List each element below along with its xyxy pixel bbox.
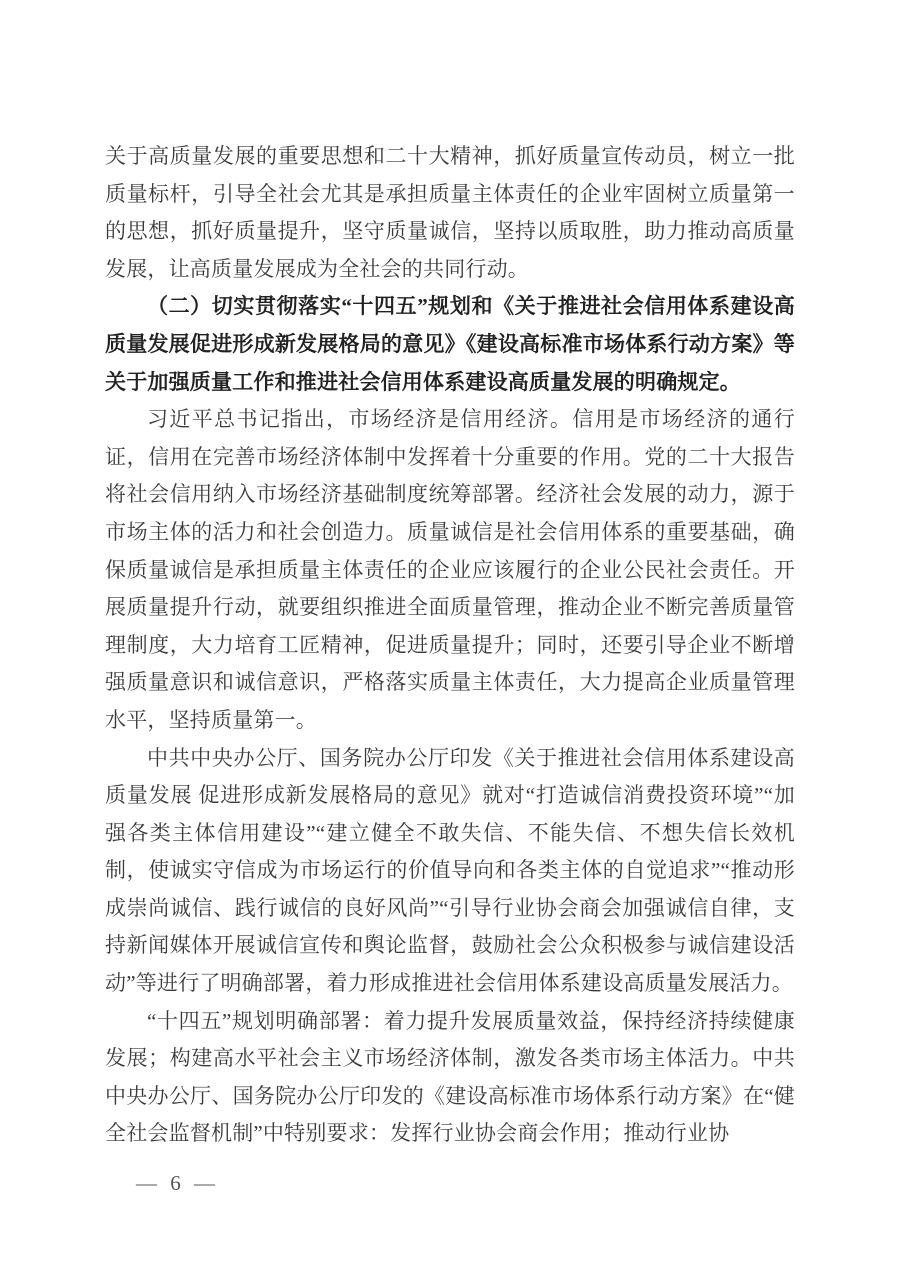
page-number: — 6 —: [136, 1171, 219, 1195]
section-heading: （二）切实贯彻落实“十四五”规划和《关于推进社会信用体系建设高质量发展促进形成新发展格局的意见》《建设高标准市场体系行动方案》等关于加强质量工作和推进社会信用体系建设高质量发展的明确规定。: [105, 294, 795, 394]
body-paragraph: “十四五”规划明确部署：着力提升发展质量效益，保持经济持续健康发展；构建高水平社会主义市场经济体制，激发各类市场主体活力。中共中央办公厅、国务院办公厅印发的《建设高标准市场体系行动方案》在“健全社会监督机制”中特别要求：发挥行业协会商会作用；推动行业协: [105, 1008, 795, 1146]
body-paragraph-continued: 关于高质量发展的重要思想和二十大精神，抓好质量宣传动员，树立一批质量标杆，引导全社会尤其是承担质量主体责任的企业牢固树立质量第一的思想，抓好质量提升，坚守质量诚信，坚持以质取胜，助力推动高质量发展，让高质量发展成为全社会的共同行动。: [105, 144, 795, 281]
document-text: [105, 138, 795, 1153]
body-paragraph: 习近平总书记指出，市场经济是信用经济。信用是市场经济的通行证，信用在完善市场经济体制中发挥着十分重要的作用。党的二十大报告将社会信用纳入市场经济基础制度统筹部署。经济社会发展的动力，源于市场主体的活力和社会创造力。质量诚信是社会信用体系的重要基础，确保质量诚信是承担质量主体责任的企业应该履行的企业公民社会责任。开展质量提升行动，就要组织推进全面质量管理，推动企业不断完善质量管理制度，大力培育工匠精神，促进质量提升；同时，还要引导企业不断增强质量意识和诚信意识，严格落实质量主体责任，大力提高企业质量管理水平，坚持质量第一。: [105, 407, 795, 732]
body-paragraph: 中共中央办公厅、国务院办公厅印发《关于推进社会信用体系建设高质量发展 促进形成新发展格局的意见》就对“打造诚信消费投资环境”“加强各类主体信用建设”“建立健全不敢失信、不能失信、不想失信长效机制，使诚实守信成为市场运行的价值导向和各类主体的自觉追求”“推动形成崇尚诚信、践行诚信的良好风尚”“引导行业协会商会加强诚信自律，支持新闻媒体开展诚信宣传和舆论监督，鼓励社会公众积极参与诚信建设活动”等进行了明确部署，着力形成推进社会信用体系建设高质量发展活力。: [105, 745, 795, 996]
page-footer: [136, 1168, 219, 1198]
